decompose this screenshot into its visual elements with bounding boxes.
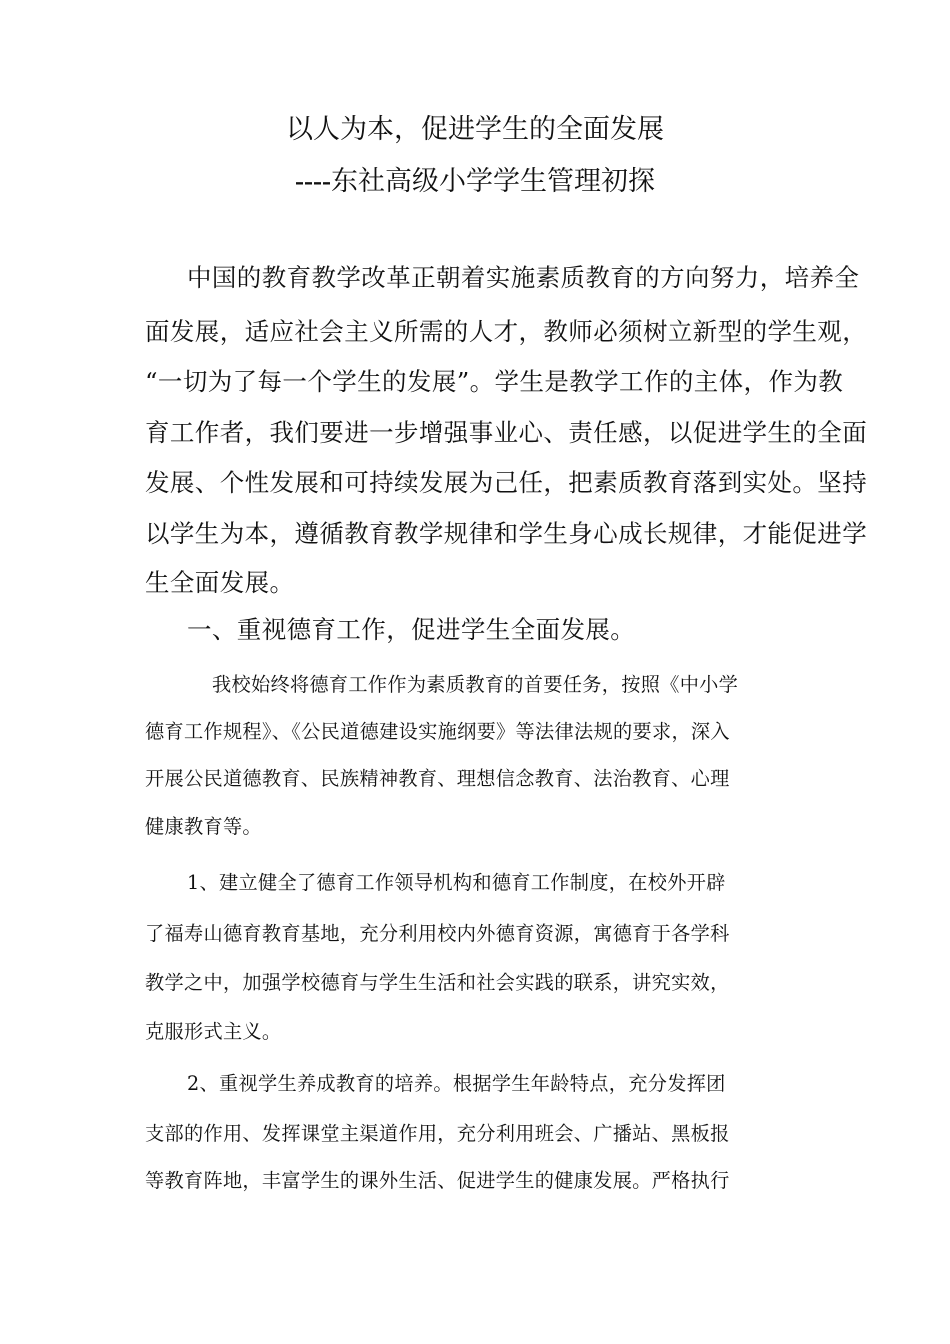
intro-line: 发展、个性发展和可持续发展为己任，把素质教育落到实处。坚持 [145,468,868,497]
list-item-line: 等教育阵地，丰富学生的课外生活、促进学生的健康发展。严格执行 [145,1169,730,1192]
paragraph-line: 开展公民道德教育、民族精神教育、理想信念教育、法治教育、心理 [145,767,730,790]
list-item-line: 克服形式主义。 [145,1020,282,1043]
intro-line: “一切为了每一个学生的发展”。学生是教学工作的主体，作为教 [145,367,844,396]
intro-line: 育工作者，我们要进一步增强事业心、责任感，以促进学生的全面 [145,418,868,447]
list-item-line: 2、重视学生养成教育的培养。根据学生年龄特点，充分发挥团 [187,1072,726,1095]
section-heading: 一、重视德育工作，促进学生全面发展。 [187,615,636,644]
document-title: 以人为本，促进学生的全面发展 [286,114,664,145]
intro-line: 生全面发展。 [145,568,295,597]
intro-line: 中国的教育教学改革正朝着实施素质教育的方向努力，培养全 [187,263,860,292]
document-subtitle [0,163,950,200]
paragraph-line: 我校始终将德育工作作为素质教育的首要任务，按照《中小学 [212,673,739,696]
paragraph-line: 健康教育等。 [145,815,262,838]
list-item-line: 支部的作用、发挥课堂主渠道作用，充分利用班会、广播站、黑板报 [145,1122,730,1145]
intro-line: 面发展，适应社会主义所需的人才，教师必须树立新型的学生观， [145,317,868,346]
subtitle-dash: ---- [295,166,331,196]
intro-line: 以学生为本，遵循教育教学规律和学生身心成长规律，才能促进学 [145,519,868,548]
list-item-line: 1、建立健全了德育工作领导机构和德育工作制度，在校外开辟 [187,871,726,894]
list-item-line: 教学之中，加强学校德育与学生生活和社会实践的联系，讲究实效， [145,971,730,994]
paragraph-line: 德育工作规程》、《公民道德建设实施纲要》等法律法规的要求，深入 [145,720,730,743]
subtitle-text: 东社高级小学学生管理初探 [330,166,655,197]
list-item-line: 了福寿山德育教育基地，充分利用校内外德育资源，寓德育于各学科 [145,922,730,945]
